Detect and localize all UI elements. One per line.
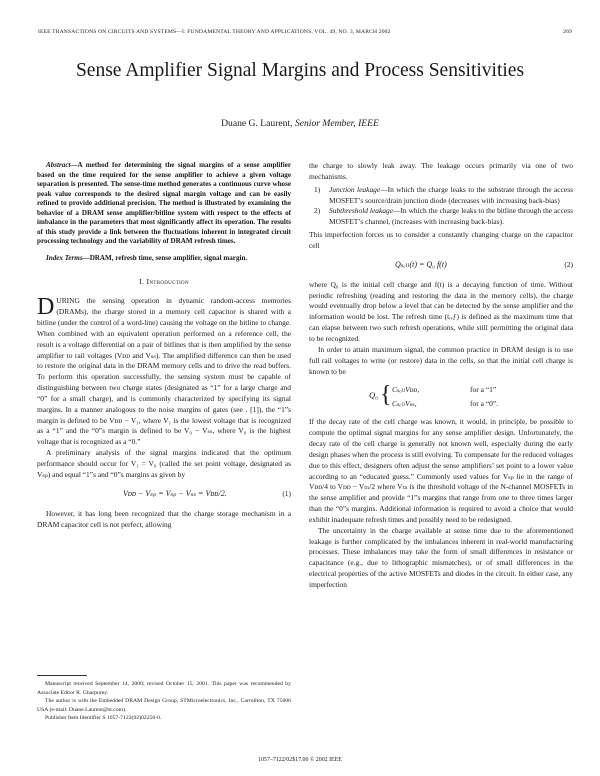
list-number: 2) bbox=[314, 206, 321, 216]
equation-2 bbox=[309, 254, 573, 278]
section-title: Introduction bbox=[146, 277, 189, 287]
equation-1-number: (1) bbox=[282, 488, 291, 498]
list-term: Junction leakage bbox=[329, 184, 381, 194]
equation-3-row bbox=[392, 385, 497, 396]
abstract-label: Abstract— bbox=[46, 161, 78, 169]
intro-paragraph-2: A preliminary analysis of the signal margins indicated that the optimum performance should occur for V₁ = V₀ (called the set point voltage, designated as Vₛₚ) and equal “1”s and “0”s margins as given by bbox=[37, 448, 291, 479]
list-number: 1) bbox=[314, 184, 321, 194]
equation-1 bbox=[37, 483, 291, 507]
author-line bbox=[40, 118, 560, 129]
footnote-affiliation: The author is with the Embedded DRAM Design Group, STMicroelectronics, Inc., Carrollton, TX 75006 USA (e-mail: Duane.Laurent@st.com). bbox=[37, 698, 291, 713]
index-terms bbox=[37, 254, 291, 264]
equation-1-expr: Vᴅᴅ − Vₛₚ = Vₛₚ − Vₛₛ = Vᴅᴅ/2. bbox=[123, 488, 227, 498]
equation-3 bbox=[309, 381, 573, 413]
equation-3-row-condition: for a “1” bbox=[470, 385, 497, 395]
equation-2-number: (2) bbox=[564, 259, 573, 269]
footnote-identifier: Publisher Item Identifier S 1057-7122(02)02256-0. bbox=[45, 715, 162, 721]
list-item bbox=[309, 206, 573, 228]
author-grade: Senior Member, IEEE bbox=[294, 118, 379, 129]
equation-3-row-condition: for a “0”. bbox=[470, 399, 499, 409]
abstract-text: A method for determining the signal margins of a sense amplifier based on the time required for the sense amplifier to achieve a given voltage separation is presented. The sense-time method generates a continuous curve whose peak value corresponds to the desired signal margin voltage and can be easily refined to provide additional precision. The method is illustrated by examining the behavior of a DRAM sense amplifier/bitline system with respect to the effects of imbalance in the parameters that most significantly affect its operation. The results of this study provide a link between the fluctuations inherent in integrated circuit processing technology and the variability of DRAM refresh times. bbox=[37, 161, 291, 246]
section-heading bbox=[37, 277, 291, 288]
abstract bbox=[37, 161, 291, 247]
equation-2-expr: Qₛₑₗₗ(t) = Q₀ f(t) bbox=[395, 259, 447, 269]
right-paragraph-2: This imperfection forces us to consider a constantly changing charge on the capacitor cell bbox=[309, 230, 573, 250]
right-column bbox=[309, 161, 573, 591]
footnote-manuscript: Manuscript received September 14, 2000; revised October 15, 2001. This paper was recommended by Associate Editor R. Gharpurey. bbox=[37, 681, 291, 696]
paper-title: Sense Amplifier Signal Margins and Process Sensitivities bbox=[75, 60, 525, 81]
right-paragraph-4: In order to attain maximum signal, the common practice in DRAM design is to use full rail voltages to write (or restore) data in the cells, so that the initial cell charge is known to be bbox=[309, 344, 573, 376]
index-terms-text: DRAM, refresh time, sense amplifier, signal margin. bbox=[89, 253, 248, 262]
left-brace: { bbox=[380, 382, 392, 409]
right-paragraph-5: If the decay rate of the cell charge was known, it would, in principle, be possible to compute the optimal signal margins for any sense amplifier design. Unfortunately, the decay rate of the cell charge is generally not known well, especially during the early design phases when the process is still evolving. To compensate for the reduced voltages due to this effect, designers often adjust the sense amplifiers’ set point to a lower value according to an “educated guess.” Commonly used values for Vₛₚ lie in the range of Vᴅᴅ/4 to Vᴅᴅ − Vₜₙ/2 where Vₜₙ is the threshold voltage of the N-channel MOSFETs in the sense amplifier and provide “1”s margins that range from one to three times larger than the “0”s margins. Additional information is required to avoid a choice that would exhibit inadequate refresh times and possibly need to be redesigned. bbox=[309, 417, 573, 524]
author-name: Duane G. Laurent, bbox=[221, 118, 293, 129]
right-paragraph-3: where Q₀ is the initial cell charge and f(t) is a decaying function of time. Without periodic refreshing (reading and restoring the data in the memory cells), the charge would eventually drop below a level that can be detected by the sense amplifier and the information would be lost. The refresh time (tᵣₑƒ) is defined as the maximum time that can elapse between two such refresh operations, while still permitting the original data to be recognized. bbox=[309, 279, 573, 343]
intro-paragraph-3: However, it has long been recognized that the charge storage mechanism in a DRAM capacitor cell is not perfect, allowing bbox=[37, 508, 291, 529]
index-terms-label: Index Terms— bbox=[46, 253, 90, 262]
list-text: —In which the charge leaks to the substrate through the access MOSFET’s source/drain junction diode (decreases with increasing back-bias) bbox=[329, 184, 573, 205]
list-text: —In which the charge leaks to the bitline through the access MOSFET’s channel, (increases with increasing back-bias). bbox=[329, 206, 574, 227]
drop-cap: D bbox=[37, 294, 55, 321]
equation-3-row-expr: CₛₑₗₗVₛₛ, bbox=[392, 399, 417, 409]
copyright-footer: 1057–7122/02$17.00 © 2002 IEEE bbox=[258, 757, 342, 763]
footnote-rule bbox=[37, 675, 87, 676]
list-item bbox=[309, 185, 573, 207]
intro-paragraph-1 bbox=[37, 296, 291, 448]
intro-text-1: URING the sensing operation in dynamic random-access memories (DRAMs), the charge stored in a memory cell capacitor is shared with a bitline (under the control of a word-line) causing the voltage on the bitline to change. When combined with an equivalent operation performed on a reference cell, the result is a voltage differential on a pair of bitlines that is then amplified by the sense amplifier to rail voltages (Vᴅᴅ and Vₛₛ). The amplified difference can then be used to restore the original data in the DRAM memory cells and to drive the read buffers. To perform this operation successfully, the sensing system must be capable of distinguishing between two charge states (designated as “1” for a large charge and “0” for a small charge), and is commonly characterized by specifying its signal margins. In a manner analogous to the noise margins of gates (see . [1]), the “1”s margin is defined to be Vᴅᴅ − V₁, where V₁ is the lowest voltage that is recognized as a “1” and the “0”s margin is defined to be V₀ − Vₛₛ, where V₀ is the highest voltage that is recognized as a “0.” bbox=[37, 296, 291, 447]
section-numeral: I. bbox=[139, 277, 147, 287]
right-paragraph-6: The uncertainty in the charge available at sense time due to the aforementioned leakage is further complicated by the imbalances inherent in real-world manufacturing processes. These imbalances may take the form of small differences in resistance or capacitance (e.g., due to lithographic mismatches), or of small differences in the electrical properties of the active MOSFETs and diodes in the circuit. In either case, any imperfection bbox=[309, 525, 573, 589]
footnotes bbox=[37, 680, 291, 723]
leakage-list bbox=[309, 185, 573, 228]
equation-3-lhs: Q₀ bbox=[369, 390, 379, 401]
right-paragraph-1: the charge to slowly leak away. The leakage occurs primarily via one of two mechanisms. bbox=[309, 161, 573, 181]
equation-3-row bbox=[392, 399, 499, 410]
left-column bbox=[37, 161, 291, 530]
running-head bbox=[38, 29, 572, 35]
equation-3-row-expr: CₛₑₗₗVᴅᴅ, bbox=[392, 385, 420, 395]
list-term: Subthreshold leakage bbox=[329, 206, 394, 216]
journal-line: IEEE TRANSACTIONS ON CIRCUITS AND SYSTEMS—I: FUNDAMENTAL THEORY AND APPLICATIONS, VOL. 49, NO. 3, MARCH 2002 bbox=[38, 29, 391, 35]
page-number: 269 bbox=[563, 29, 572, 35]
